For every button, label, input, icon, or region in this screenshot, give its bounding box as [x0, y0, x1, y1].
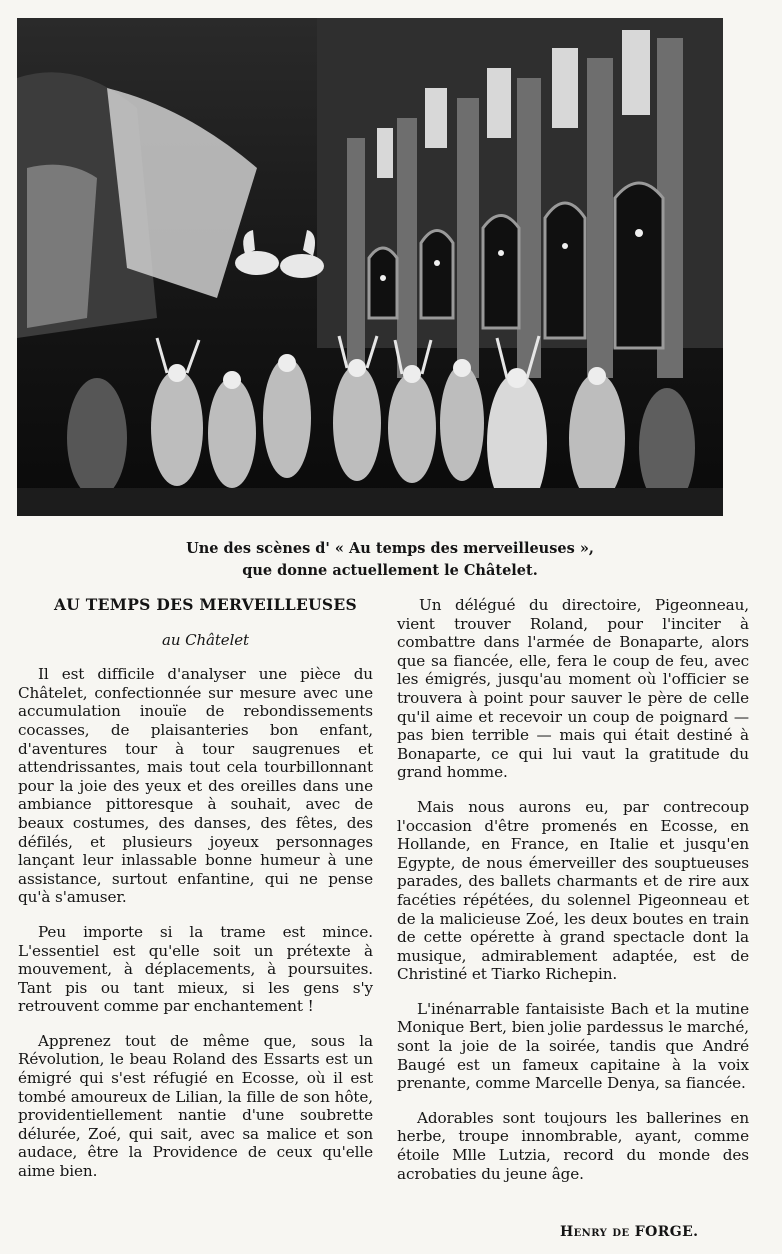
paragraph: L'inénarrable fantaisiste Bach et la mutine Monique Bert, bien jolie pardessus le marché, sont la joie de la soirée, tandis que André Baugé est un fameux capitaine à la voix prenante, comme Marcelle Denya, sa fiancée.	[397, 999, 749, 1093]
photo-caption	[100, 538, 680, 582]
author-signature: Henry de FORGE.	[560, 1224, 699, 1240]
article-right-column	[397, 596, 749, 1199]
paragraph: Mais nous aurons eu, par contrecoup l'occasion d'être promenés en Ecosse, en Hollande, en France, en Italie et jusqu'en Egypte, de nous émerveiller des souptueuses parades, des ballets charmants et de rire aux facéties répétées, du solennel Pigeonneau et de la malicieuse Zoé, les deux boutes en train de cette opérette à grand spectacle dont la musique, admirablement adaptée, est de Christiné et Tiarko Richepin.	[397, 797, 749, 984]
article-subtitle: au Châtelet	[162, 630, 249, 649]
paragraph: Un délégué du directoire, Pigeonneau, vient trouver Roland, pour l'inciter à combattre dans l'armée de Bonaparte, alors que sa fiancée, elle, fera le coup de feu, avec les émigrés, jusqu'au moment où l'officier se trouvera à point pour sauver le père de celle qu'il aime et recevoir un coup de poignard — pas bien terrible — mais qui était destiné à Bonaparte, ce qui lui vaut la gratitude du grand homme.	[397, 596, 749, 782]
paragraph: Il est difficile d'analyser une pièce du Châtelet, confectionnée sur mesure avec une accumulation inouïe de rebondissements cocasses, de plaisanteries bon enfant, d'aventures tour à tour saugrenues et attendrissantes, mais tout cela tourbillonnant pour la joie des yeux et des oreilles dans une ambiance pittoresque à souhait, avec de beaux costumes, des danses, des fêtes, des défilés, et plusieurs joyeux personnages lançant leur inlassable bonne humeur à une assistance, surtout enfantine, qui ne pense qu'à s'amuser.	[18, 665, 373, 907]
paragraph: Peu importe si la trame est mince. L'essentiel est qu'elle soit un prétexte à mouvement, à déplacements, à poursuites. Tant pis ou tant mieux, si les gens s'y retrouvent comme par enchantement !	[18, 922, 373, 1016]
article-title: AU TEMPS DES MERVEILLEUSES	[53, 595, 358, 614]
article-left-column	[18, 596, 373, 1197]
stage-scene-icon	[17, 18, 723, 516]
caption-line-2: que donne actuellement le Châtelet.	[242, 562, 538, 579]
stage-scene-photo	[17, 18, 723, 516]
caption-line-1: Une des scènes d' « Au temps des merveilleuses »,	[186, 540, 594, 557]
paragraph: Apprenez tout de même que, sous la Révolution, le beau Roland des Essarts est un émigré qui s'est réfugié en Ecosse, où il est tombé amoureux de Lilian, la fille de son hôte, providentiellement nantie d'une soubrette délurée, Zoé, qui sait, avec sa malice et son audace, être la Providence de ceux qu'elle aime bien.	[18, 1031, 373, 1181]
paragraph: Adorables sont toujours les ballerines en herbe, troupe innombrable, ayant, comme étoile Mlle Lutzia, record du monde des acrobaties du jeune âge.	[397, 1108, 749, 1183]
